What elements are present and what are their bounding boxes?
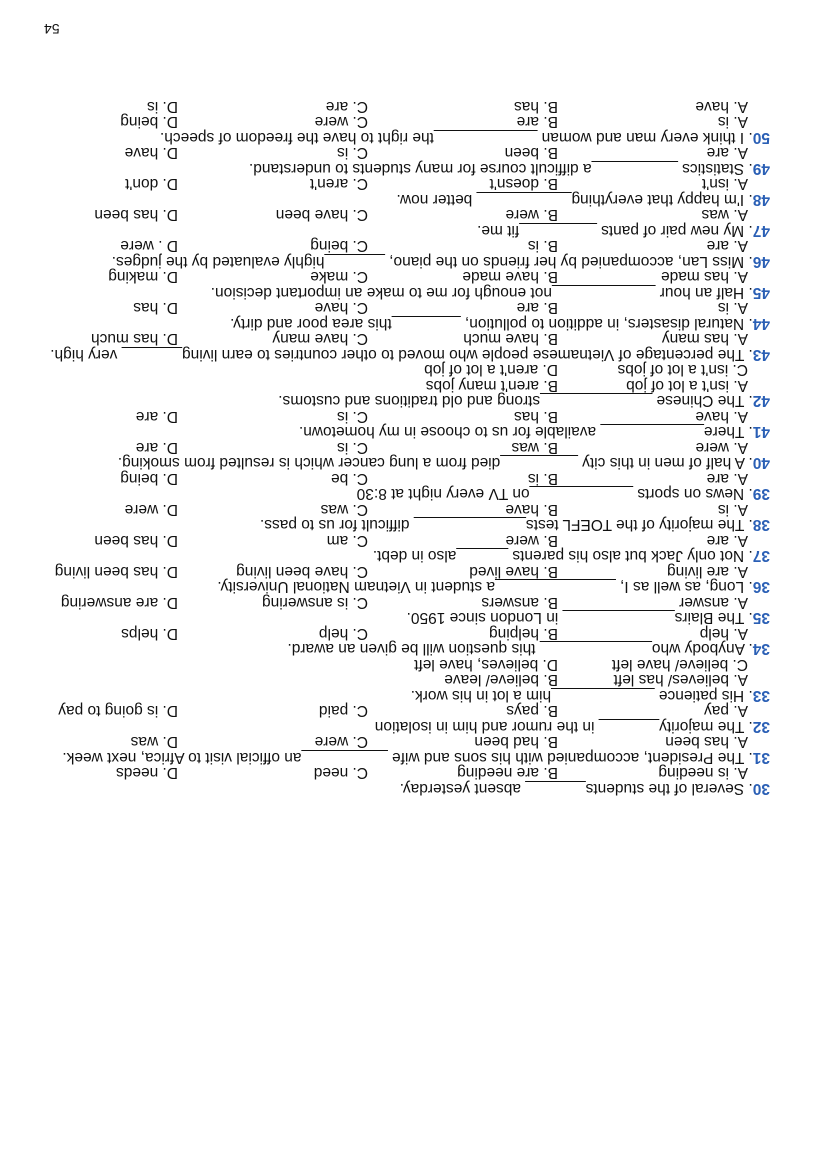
question-item: [50, 703, 770, 734]
question-item: [50, 207, 770, 238]
answer-option: C. is answering: [262, 594, 368, 611]
answer-option: B. have lived: [469, 563, 558, 580]
answer-option: C. have been living: [236, 563, 368, 580]
answer-option: C. need: [313, 764, 368, 782]
answer-option: B. has: [514, 408, 558, 425]
answer-option: D. is: [147, 98, 178, 115]
question-number: 43: [752, 346, 770, 363]
answer-options: [50, 331, 770, 347]
question-item: [50, 657, 770, 704]
answer-option: B. are needing: [457, 764, 558, 782]
question-text: [50, 254, 770, 270]
answer-options: [50, 176, 770, 192]
question-text: [50, 579, 770, 595]
answer-option: C. is: [337, 439, 368, 456]
answer-option: B. has: [514, 98, 558, 115]
answer-option: B. been: [504, 144, 558, 162]
question-item: [50, 362, 770, 409]
answer-option: A. has made: [660, 268, 748, 286]
question-number: 50: [752, 129, 770, 146]
answer-option: B. have much: [463, 330, 558, 348]
question-stem: . Half an hour ____________not enough for me to make an important decision.: [210, 284, 753, 301]
answer-option: B. was: [511, 439, 558, 456]
answer-option: D. being: [120, 113, 178, 131]
answer-options: [50, 238, 770, 254]
answer-option: C. be: [330, 470, 368, 487]
answer-option: C. aren't: [309, 175, 368, 193]
answer-option: A. answer: [679, 594, 748, 611]
answer-option: A. were: [695, 439, 748, 456]
answer-option: B. are: [516, 113, 558, 131]
question-item: [50, 734, 770, 765]
answer-option: D. has been living: [54, 563, 178, 580]
question-item: [50, 145, 770, 176]
answer-option: C. are: [325, 98, 368, 115]
answer-options: [50, 595, 770, 611]
answer-option: D. have: [124, 144, 178, 162]
answer-option: B. have made: [462, 268, 558, 286]
answer-option: C. is: [337, 144, 368, 162]
question-stem: . Anybody who_____________ this question will be given an award.: [287, 640, 753, 658]
question-text: [50, 424, 770, 440]
question-item: [50, 300, 770, 331]
answer-option: C. have been: [275, 206, 368, 224]
answer-option: D. needs: [115, 764, 178, 782]
question-number: 36: [752, 578, 770, 596]
answer-option: B. were: [505, 206, 558, 224]
answer-option: B. are: [516, 299, 558, 317]
question-stem: . Not only Jack but also his parents ______also in debt.: [372, 547, 753, 565]
answer-options: [50, 657, 770, 673]
answer-option: C. is: [337, 408, 368, 425]
answer-options: [50, 703, 770, 719]
question-item: [50, 99, 770, 115]
answer-option: D. making: [108, 268, 178, 286]
answer-option: A. are: [706, 532, 748, 549]
answer-option: A. pay: [704, 702, 748, 720]
answer-option: C. have: [314, 299, 368, 317]
answer-option: C. am: [326, 532, 368, 549]
answer-options: [50, 765, 770, 781]
question-stem: . The President, accompanied with his sons and wife __________an official visit to Africa, next week.: [62, 749, 753, 766]
question-stem: . A half of men in this city _________died from a lung cancer which is resulted from smoking.: [117, 454, 753, 472]
answer-option: B. aren't many jobs: [425, 377, 558, 394]
question-item: [50, 471, 770, 502]
question-number: 34: [752, 640, 770, 658]
answer-option: C. were: [314, 733, 368, 751]
question-number: 37: [752, 547, 770, 565]
answer-option: A. is: [717, 299, 748, 317]
answer-option: B. is: [527, 237, 558, 255]
question-number: 41: [752, 423, 770, 441]
question-number: 47: [752, 222, 770, 239]
question-stem: . There____________ available for us to choose in my hometown.: [298, 423, 753, 441]
question-text: [50, 223, 770, 239]
answer-option: A. are: [706, 144, 748, 162]
question-item: [50, 409, 770, 440]
answer-options: [50, 626, 770, 642]
question-item: [50, 765, 770, 796]
answer-option: D. are answering: [60, 594, 178, 611]
answer-options: [50, 362, 770, 378]
answer-option: B. doesn't: [489, 175, 558, 193]
answer-option: A. help: [699, 625, 748, 642]
question-item: [50, 626, 770, 657]
question-text: [50, 641, 770, 657]
question-item: [50, 269, 770, 300]
question-number: 32: [752, 718, 770, 735]
question-stem: . The Blairs_____________ in London since 1950.: [406, 609, 753, 627]
question-text: [50, 285, 770, 301]
answer-options: [50, 564, 770, 580]
question-item: [50, 238, 770, 269]
answer-option: D. were: [124, 501, 178, 518]
question-list: [50, 99, 770, 797]
answer-options: [50, 672, 770, 688]
answer-option: A. are living: [667, 563, 748, 580]
question-text: [50, 192, 770, 208]
question-stem: . His patience ____________him a lot in his work.: [410, 687, 753, 704]
question-number: 46: [752, 253, 770, 270]
answer-option: D. are: [135, 408, 178, 425]
answer-option: C. have many: [272, 330, 368, 348]
question-text: [50, 347, 770, 363]
question-item: [50, 331, 770, 362]
question-text: [50, 130, 770, 146]
answer-option: C. believe/ have left: [611, 656, 748, 673]
question-text: [50, 517, 770, 533]
question-stem: . The Chinese _____________strong and old traditions and customs.: [278, 392, 753, 410]
question-text: [50, 393, 770, 409]
question-stem: . The majority_______ in the rumor and him in isolation: [374, 718, 753, 735]
answer-options: [50, 114, 770, 130]
question-text: [50, 719, 770, 735]
answer-option: B. were: [505, 532, 558, 549]
question-item: [50, 595, 770, 626]
question-text: [50, 610, 770, 626]
answer-option: B. had been: [474, 733, 558, 751]
answer-option: B. helping: [489, 625, 558, 642]
question-number: 49: [752, 160, 770, 177]
answer-option: D. helps: [121, 625, 178, 642]
question-number: 40: [752, 454, 770, 472]
answer-options: [50, 533, 770, 549]
question-stem: . Natural disasters, in addition to pollution, ________this area poor and dirty.: [230, 315, 753, 332]
question-item: [50, 440, 770, 471]
question-stem: . My new pair of pants _________fit me.: [477, 222, 753, 239]
answer-option: A. was: [701, 206, 748, 224]
answer-options: [50, 734, 770, 750]
answer-option: A. are: [706, 470, 748, 487]
answer-option: A. is: [717, 113, 748, 131]
question-text: [50, 455, 770, 471]
question-item: [50, 533, 770, 564]
question-text: [50, 781, 770, 797]
answer-option: A. have: [695, 408, 748, 425]
answer-option: A. is needing: [658, 764, 748, 782]
question-text: [50, 750, 770, 766]
question-text: [50, 688, 770, 704]
answer-option: D. has been: [94, 206, 178, 224]
question-number: 42: [752, 392, 770, 410]
answer-option: D . were: [120, 237, 178, 255]
answer-option: B. is: [527, 470, 558, 487]
answer-options: [50, 145, 770, 161]
answer-option: D. aren't a lot of job: [424, 361, 558, 379]
question-number: 35: [752, 609, 770, 627]
answer-option: B. have: [505, 501, 558, 518]
question-text: [50, 161, 770, 177]
answer-option: C. being: [310, 237, 368, 255]
answer-options: [50, 502, 770, 518]
question-text: [50, 548, 770, 564]
answer-option: A. have: [695, 98, 748, 115]
answer-option: A. isn't a lot of job: [626, 377, 748, 394]
question-number: 39: [752, 485, 770, 503]
question-stem: . I'm happy that everything___________ better now.: [396, 191, 753, 208]
answer-option: B. believe/ leave: [444, 671, 558, 689]
question-stem: . Miss Lan, accompanied by her friends on the piano, _______highly evaluated by the judges.: [111, 253, 753, 270]
answer-option: C. was: [320, 501, 368, 518]
answer-options: [50, 440, 770, 456]
question-item: [50, 502, 770, 533]
answer-option: D. believes, have left: [414, 656, 558, 673]
question-stem: . Long, as well as I, ______________a student in Vietnam National University.: [217, 578, 753, 596]
question-item: [50, 564, 770, 595]
question-number: 44: [752, 315, 770, 332]
answer-options: [50, 207, 770, 223]
answer-options: [50, 300, 770, 316]
answer-options: [50, 269, 770, 285]
answer-options: [50, 378, 770, 394]
question-number: 31: [752, 749, 770, 766]
answer-options: [50, 471, 770, 487]
question-stem: . Statistics __________a difficult course for many students to understand.: [248, 160, 753, 177]
answer-option: D. being: [120, 470, 178, 487]
answer-option: A. has many: [661, 330, 748, 348]
answer-option: A. is: [717, 501, 748, 518]
answer-option: B. answers: [481, 594, 558, 611]
question-stem: . The majority of the TOEFL tests_____________ difficult for us to pass.: [259, 516, 753, 534]
question-stem: . Several of the students_______ absent yesterday.: [399, 780, 753, 797]
page-number: 54: [44, 21, 60, 37]
question-item: [50, 176, 770, 207]
answer-option: D. are: [135, 439, 178, 456]
answer-option: A. has been: [665, 733, 748, 751]
answer-option: C. isn't a lot of jobs: [617, 361, 748, 379]
question-stem: . News on sports ____________on TV every night at 8:30: [356, 485, 753, 503]
answer-option: C. were: [314, 113, 368, 131]
answer-option: B. pays: [506, 702, 558, 720]
answer-option: D. has been: [94, 532, 178, 549]
answer-option: D. don't: [125, 175, 178, 193]
answer-options: [50, 409, 770, 425]
answer-option: A. believes/ has left: [613, 671, 748, 689]
question-number: 33: [752, 687, 770, 704]
question-text: [50, 486, 770, 502]
answer-option: D. was: [130, 733, 178, 751]
question-stem: . I think every man and woman ____________the right to have the freedom of speech.: [159, 129, 753, 146]
question-number: 38: [752, 516, 770, 534]
answer-option: D. has much: [90, 330, 178, 348]
answer-option: D. is going to pay: [58, 702, 178, 720]
answer-options: [50, 99, 770, 115]
answer-option: D. has: [133, 299, 178, 317]
question-stem: . The percentage of Vietnamese people who moved to other countries to earn living_______ very high.: [50, 346, 753, 363]
question-number: 48: [752, 191, 770, 208]
question-text: [50, 316, 770, 332]
question-number: 30: [752, 780, 770, 797]
question-number: 45: [752, 284, 770, 301]
answer-option: C. paid: [318, 702, 368, 720]
answer-option: C. help: [318, 625, 368, 642]
question-item: [50, 114, 770, 145]
answer-option: C. make: [310, 268, 368, 286]
answer-option: A. isn't: [701, 175, 748, 193]
answer-option: A. are: [706, 237, 748, 255]
